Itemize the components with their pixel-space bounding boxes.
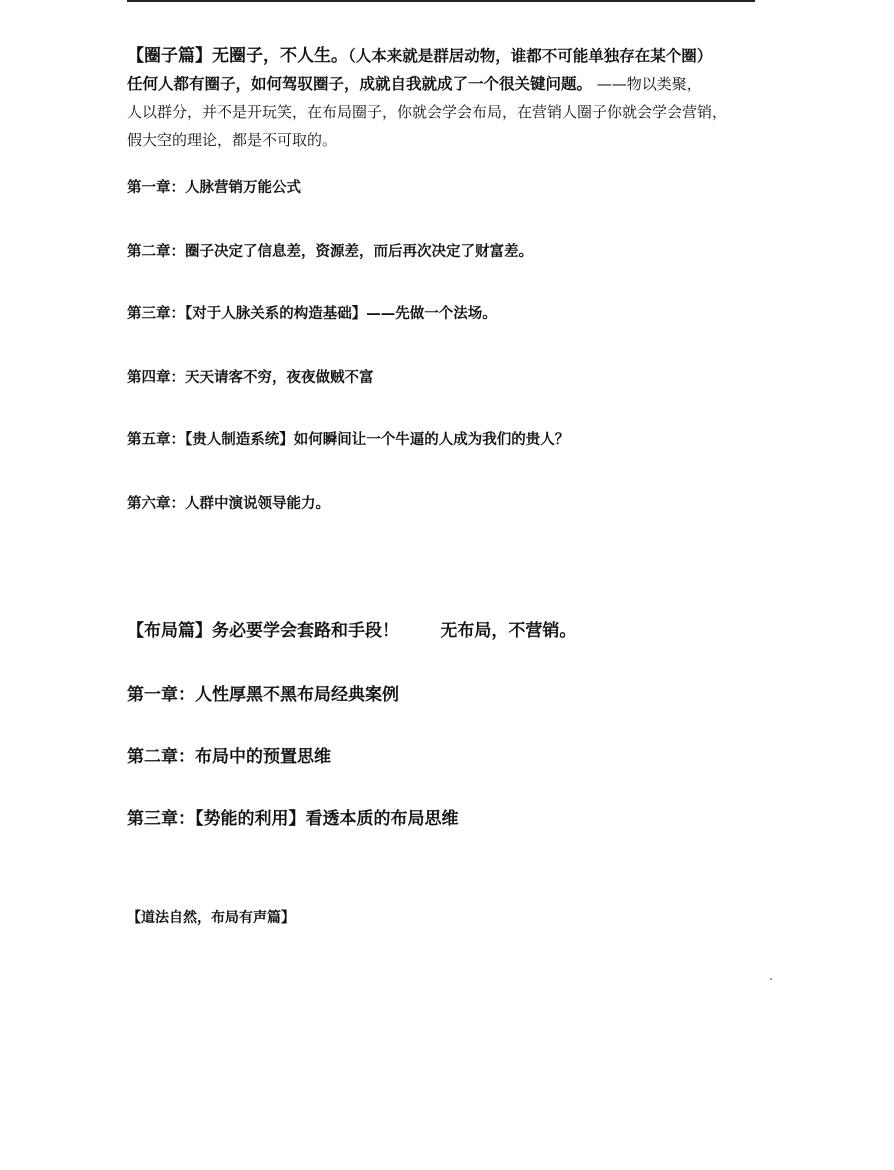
circle-chapter-4: 第四章：天天请客不穷，夜夜做贼不富 — [127, 370, 374, 386]
circle-chapter-5: 第五章：【贵人制造系统】如何瞬间让一个牛逼的人成为我们的贵人？ — [127, 432, 570, 448]
nature-section-heading: 【道法自然，布局有声篇】 — [127, 910, 295, 926]
circle-section-heading: 【圈子篇】无圈子，不人生。 — [127, 46, 348, 66]
circle-chapter-2: 第二章：圈子决定了信息差，资源差，而后再次决定了财富差。 — [127, 244, 533, 260]
intro-line-2-aside: ——物以类聚， — [592, 75, 702, 93]
layout-chapter-1: 第一章：人性厚黑不黑布局经典案例 — [127, 685, 399, 705]
layout-chapter-3: 第三章：【势能的利用】看透本质的布局思维 — [127, 809, 459, 829]
intro-line-1 — [127, 42, 787, 70]
circle-chapter-6: 第六章：人群中演说领导能力。 — [127, 496, 330, 512]
intro-line-4: 假大空的理论，都是不可取的。 — [127, 131, 338, 149]
intro-line-3: 人以群分，并不是开玩笑，在布局圈子，你就会学会布局，在营销人圈子你就会学会营销， — [127, 103, 728, 121]
layout-section-heading: 【布局篇】务必要学会套路和手段！ 无布局，不营销。 — [127, 621, 577, 641]
circle-chapter-3: 第三章：【对于人脉关系的构造基础】——先做一个法场。 — [127, 306, 497, 322]
intro-line-2 — [127, 70, 787, 98]
top-rule — [127, 0, 755, 2]
scan-speck — [770, 978, 772, 980]
intro-aside: （人本来就是群居动物，谁都不可能单独存在某个圈） — [348, 47, 713, 65]
layout-chapter-2: 第二章：布局中的预置思维 — [127, 747, 331, 767]
circle-section-intro — [127, 42, 787, 154]
intro-line-2-main: 任何人都有圈子，如何驾驭圈子，成就自我就成了一个很关键问题。 — [127, 75, 593, 93]
circle-chapter-1: 第一章：人脉营销万能公式 — [127, 180, 301, 196]
